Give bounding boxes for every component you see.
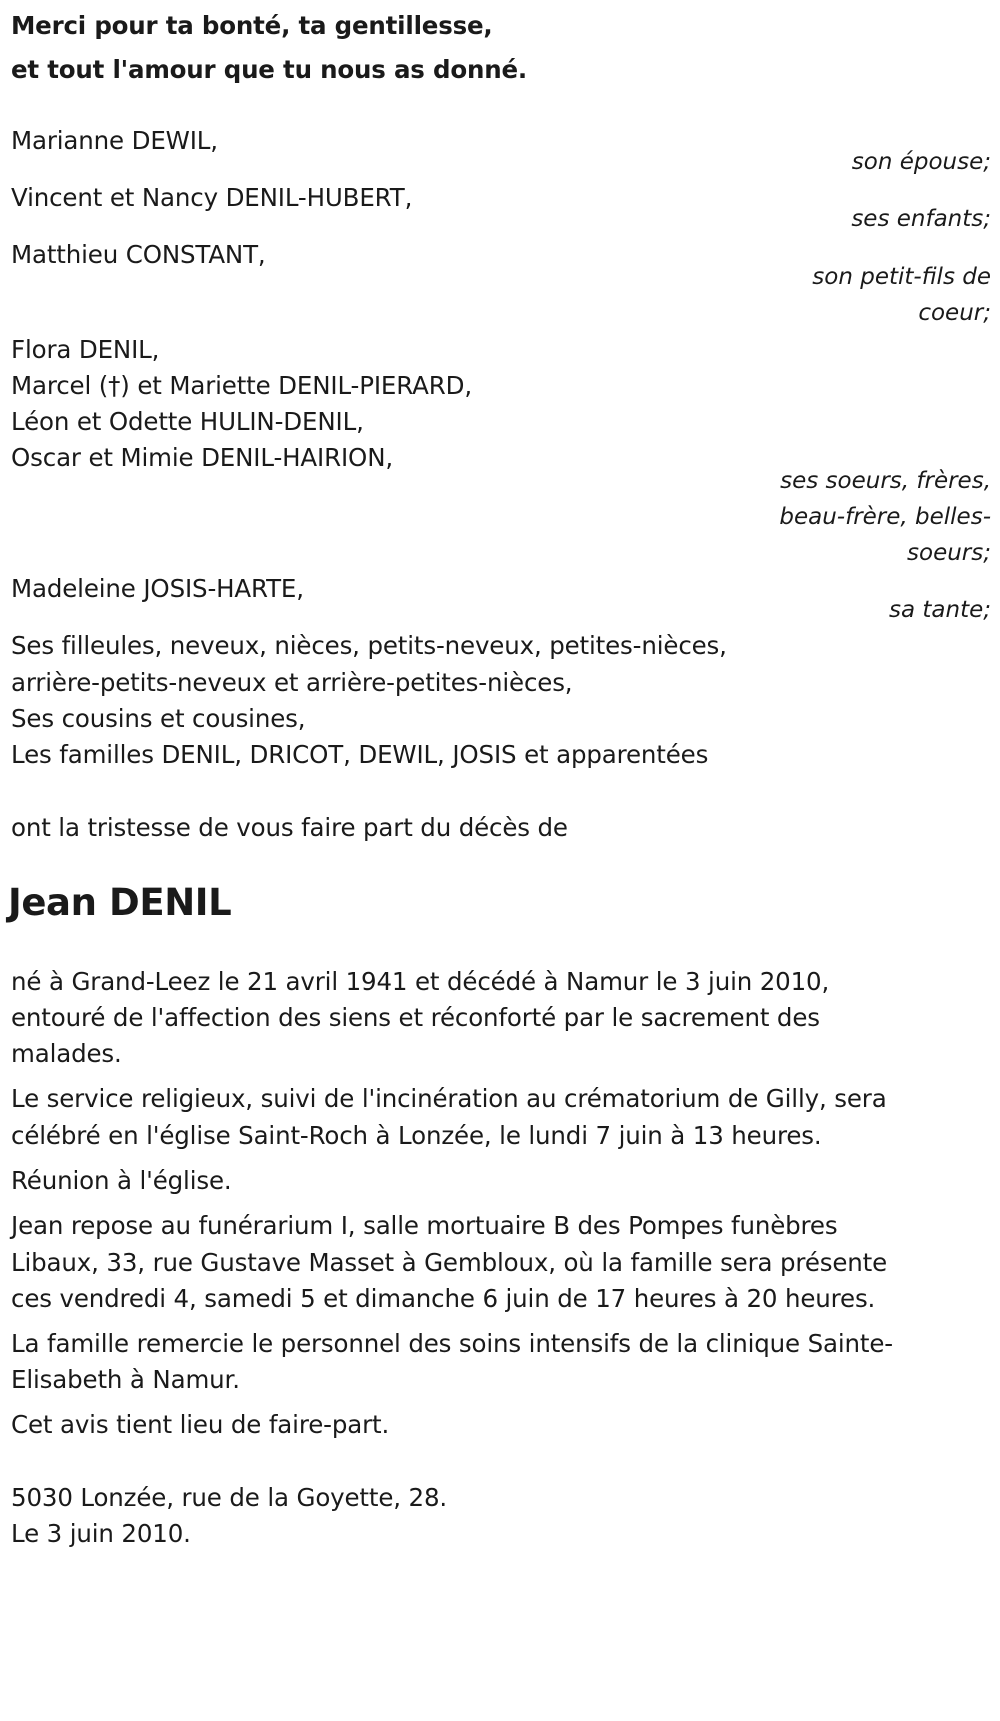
- grandson-relation-line-2: coeur;: [918, 300, 991, 326]
- p4-line-1: Jean repose au funérarium I, salle mortuaire B des Pompes funèbres: [11, 1211, 838, 1240]
- p2-line-1: Le service religieux, suivi de l'incinération au crématorium de Gilly, sera: [11, 1084, 887, 1113]
- others-line-4: Les familles DENIL, DRICOT, DEWIL, JOSIS et apparentées: [11, 740, 709, 769]
- siblings-relation-line-2: beau-frère, belles-: [779, 504, 991, 530]
- others-line-2: arrière-petits-neveux et arrière-petites-nièces,: [11, 668, 573, 697]
- p3-line-1: Réunion à l'église.: [11, 1166, 232, 1195]
- p1-line-3: malades.: [11, 1039, 122, 1068]
- grandson-name: Matthieu CONSTANT,: [11, 240, 266, 269]
- motto-line-2: et tout l'amour que tu nous as donné.: [11, 55, 527, 84]
- announcement: ont la tristesse de vous faire part du décès de: [11, 813, 568, 842]
- motto-line-1: Merci pour ta bonté, ta gentillesse,: [11, 11, 493, 40]
- p4-line-2: Libaux, 33, rue Gustave Masset à Gembloux, où la famille sera présente: [11, 1248, 888, 1277]
- p1-line-2: entouré de l'affection des siens et réconforté par le sacrement des: [11, 1003, 820, 1032]
- siblings-relation-line-3: soeurs;: [907, 540, 991, 566]
- others-line-1: Ses filleules, neveux, nièces, petits-neveux, petites-nièces,: [11, 631, 727, 660]
- grandson-relation-line-1: son petit-fils de: [812, 264, 991, 290]
- footer-date: Le 3 juin 2010.: [11, 1519, 191, 1548]
- children-name: Vincent et Nancy DENIL-HUBERT,: [11, 183, 413, 212]
- p5-line-2: Elisabeth à Namur.: [11, 1365, 240, 1394]
- spouse-name: Marianne DEWIL,: [11, 126, 218, 155]
- p6-line-1: Cet avis tient lieu de faire-part.: [11, 1410, 390, 1439]
- footer-address: 5030 Lonzée, rue de la Goyette, 28.: [11, 1483, 448, 1512]
- aunt-relation: sa tante;: [889, 597, 991, 623]
- p5-line-1: La famille remercie le personnel des soins intensifs de la clinique Sainte-: [11, 1329, 893, 1358]
- p1-line-1: né à Grand-Leez le 21 avril 1941 et décédé à Namur le 3 juin 2010,: [11, 967, 830, 996]
- siblings-relation-line-1: ses soeurs, frères,: [780, 468, 991, 494]
- deceased-name: Jean DENIL: [8, 881, 232, 924]
- sibling-1: Flora DENIL,: [11, 335, 160, 364]
- others-line-3: Ses cousins et cousines,: [11, 704, 306, 733]
- aunt-name: Madeleine JOSIS-HARTE,: [11, 574, 304, 603]
- sibling-4: Oscar et Mimie DENIL-HAIRION,: [11, 443, 394, 472]
- p2-line-2: célébré en l'église Saint-Roch à Lonzée, le lundi 7 juin à 13 heures.: [11, 1121, 822, 1150]
- spouse-relation: son épouse;: [851, 149, 991, 175]
- sibling-3: Léon et Odette HULIN-DENIL,: [11, 407, 364, 436]
- p4-line-3: ces vendredi 4, samedi 5 et dimanche 6 juin de 17 heures à 20 heures.: [11, 1284, 876, 1313]
- children-relation: ses enfants;: [851, 206, 991, 232]
- sibling-2: Marcel (†) et Mariette DENIL-PIERARD,: [11, 371, 472, 400]
